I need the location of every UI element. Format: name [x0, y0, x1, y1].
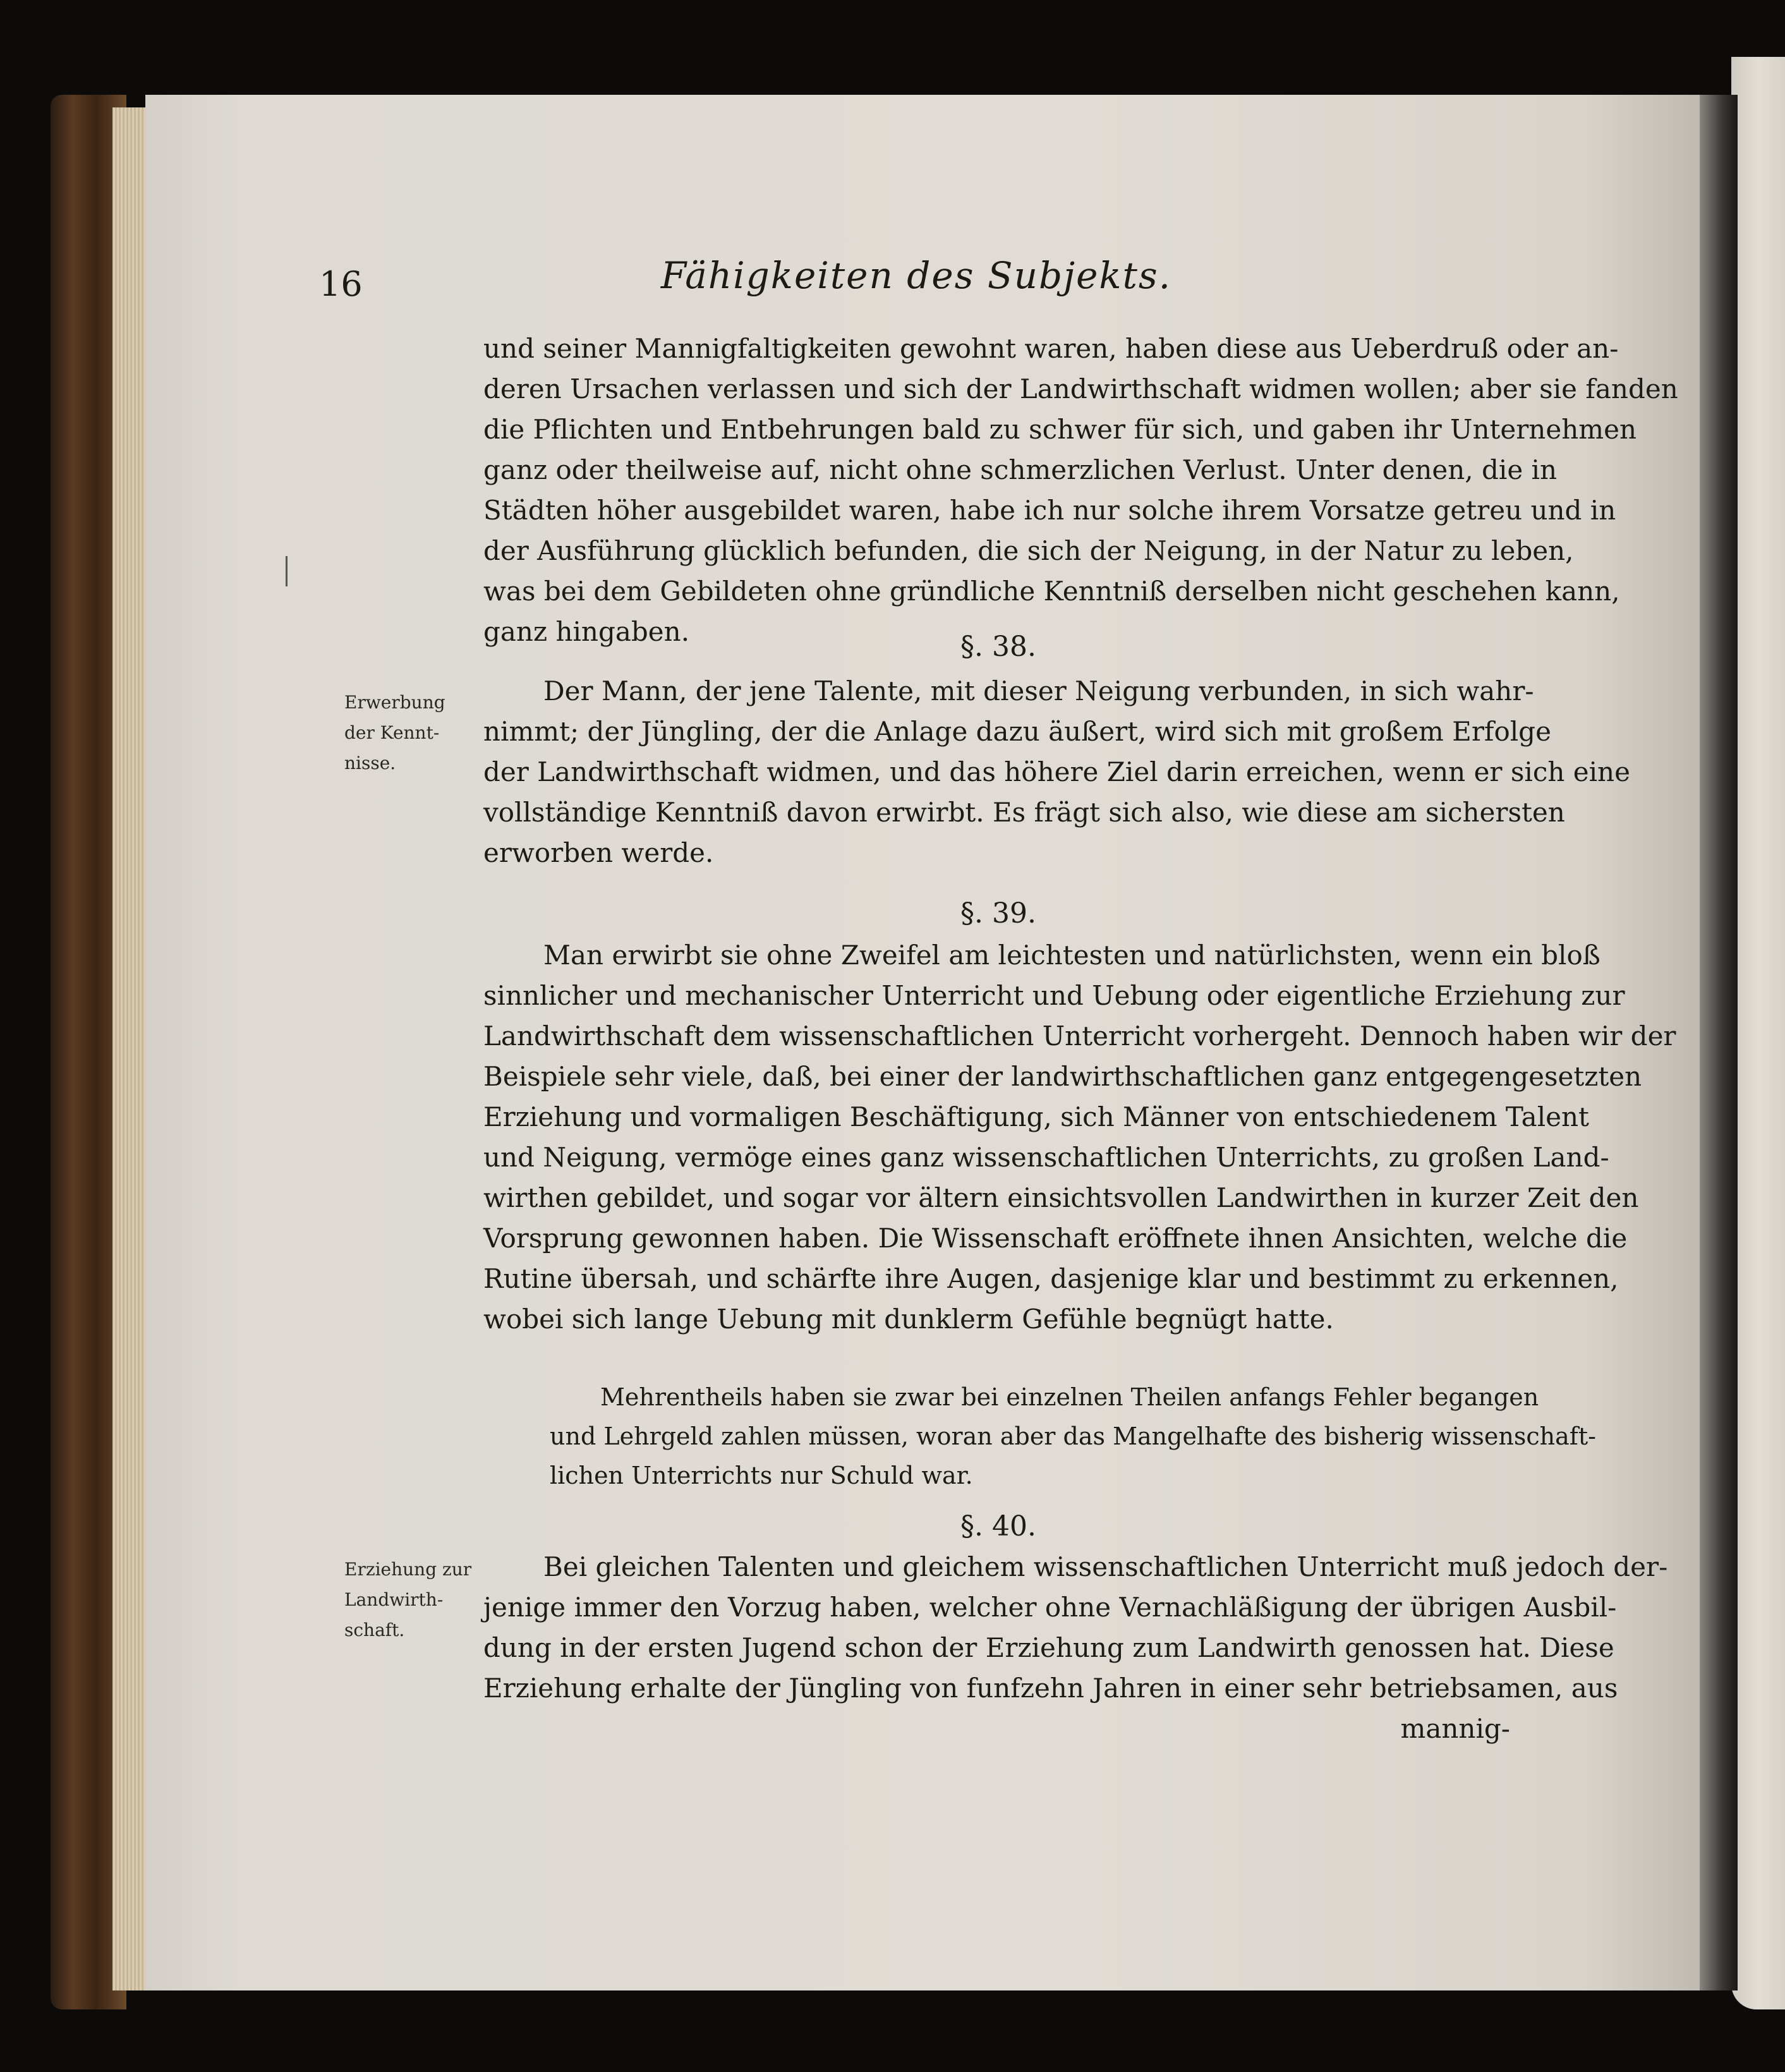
text-line: jenige immer den Vorzug haben, welcher ohne Vernachläßigung der übrigen Ausbil- — [483, 1592, 1617, 1623]
text-line: Städten höher ausgebildet waren, habe ich nur solche ihrem Vorsatze getreu und in — [483, 495, 1616, 526]
page-number: 16 — [319, 264, 363, 304]
intro-paragraph — [483, 329, 1678, 652]
margin-note-line: der Kennt- — [344, 722, 440, 743]
text-line: wirthen gebildet, und sogar vor ältern einsichtsvollen Landwirthen in kurzer Zeit den — [483, 1182, 1639, 1213]
text-line: Der Mann, der jene Talente, mit dieser Neigung verbunden, in sich wahr- — [543, 676, 1534, 706]
section-40-paragraph — [483, 1547, 1668, 1749]
text-line: wobei sich lange Uebung mit dunklerm Gefühle begnügt hatte. — [483, 1304, 1334, 1335]
text-line: Man erwirbt sie ohne Zweifel am leichtesten und natürlichsten, wenn ein bloß — [543, 940, 1600, 971]
section-39-note — [550, 1378, 1596, 1495]
text-line: Vorsprung gewonnen haben. Die Wissenschaft eröffnete ihnen Ansichten, welche die — [483, 1223, 1628, 1254]
catchword: mannig- — [1400, 1713, 1510, 1744]
text-line: sinnlicher und mechanischer Unterricht und Uebung oder eigentliche Erziehung zur — [483, 980, 1625, 1011]
margin-note-line: schaft. — [344, 1620, 405, 1640]
running-head: Fähigkeiten des Subjekts. — [660, 254, 1172, 297]
text-line: und seiner Mannigfaltigkeiten gewohnt waren, haben diese aus Ueberdruß oder an- — [483, 333, 1619, 364]
note-line: lichen Unterrichts nur Schuld war. — [550, 1462, 973, 1489]
page-gutter — [1700, 95, 1738, 1990]
text-line: Rutine übersah, und schärfte ihre Augen, dasjenige klar und bestimmt zu erkennen, — [483, 1263, 1619, 1294]
text-line: erworben werde. — [483, 837, 714, 868]
text-line: was bei dem Gebildeten ohne gründliche Kenntniß derselben nicht geschehen kann, — [483, 576, 1620, 607]
text-line: deren Ursachen verlassen und sich der Landwirthschaft widmen wollen; aber sie fanden — [483, 373, 1678, 404]
text-line: der Landwirthschaft widmen, und das höhere Ziel darin erreichen, wenn er sich eine — [483, 756, 1630, 787]
text-line: ganz oder theilweise auf, nicht ohne schmerzlichen Verlust. Unter denen, die in — [483, 454, 1558, 485]
text-line: dung in der ersten Jugend schon der Erziehung zum Landwirth genossen hat. Diese — [483, 1632, 1614, 1663]
margin-note-erziehung — [344, 1554, 490, 1645]
text-line: nimmt; der Jüngling, der die Anlage dazu äußert, wird sich mit großem Erfolge — [483, 716, 1551, 747]
margin-note-line: Landwirth- — [344, 1589, 444, 1610]
section-39-paragraph — [483, 935, 1676, 1340]
section-38-paragraph — [483, 671, 1630, 873]
facing-page-edge — [1731, 57, 1785, 2009]
section-40-heading: §. 40. — [960, 1510, 1036, 1542]
text-line: Beispiele sehr viele, daß, bei einer der landwirthschaftlichen ganz entgegengesetzten — [483, 1061, 1642, 1092]
margin-note-erwerbung — [344, 688, 490, 779]
margin-tick — [286, 556, 287, 586]
text-line: Erziehung erhalte der Jüngling von funfzehn Jahren in einer sehr betriebsamen, aus — [483, 1673, 1618, 1704]
section-38-heading: §. 38. — [960, 631, 1036, 663]
text-line: ganz hingaben. — [483, 616, 690, 647]
note-line: Mehrentheils haben sie zwar bei einzelnen Theilen anfangs Fehler begangen — [600, 1383, 1539, 1411]
text-line: und Neigung, vermöge eines ganz wissenschaftlichen Unterrichts, zu großen Land- — [483, 1142, 1609, 1173]
note-line: und Lehrgeld zahlen müssen, woran aber das Mangelhafte des bisherig wissenschaft- — [550, 1422, 1596, 1450]
margin-note-line: nisse. — [344, 753, 396, 773]
text-line: vollständige Kenntniß davon erwirbt. Es frägt sich also, wie diese am sichersten — [483, 797, 1565, 828]
text-line: Landwirthschaft dem wissenschaftlichen Unterricht vorhergeht. Dennoch haben wir der — [483, 1021, 1676, 1051]
margin-note-line: Erwerbung — [344, 692, 445, 713]
text-line: der Ausführung glücklich befunden, die sich der Neigung, in der Natur zu leben, — [483, 535, 1574, 566]
section-39-heading: §. 39. — [960, 897, 1036, 930]
margin-note-line: Erziehung zur — [344, 1559, 472, 1580]
text-line: Bei gleichen Talenten und gleichem wissenschaftlichen Unterricht muß jedoch der- — [543, 1551, 1668, 1582]
text-line: Erziehung und vormaligen Beschäftigung, sich Männer von entschiedenem Talent — [483, 1101, 1589, 1132]
text-line: die Pflichten und Entbehrungen bald zu schwer für sich, und gaben ihr Unternehmen — [483, 414, 1637, 445]
